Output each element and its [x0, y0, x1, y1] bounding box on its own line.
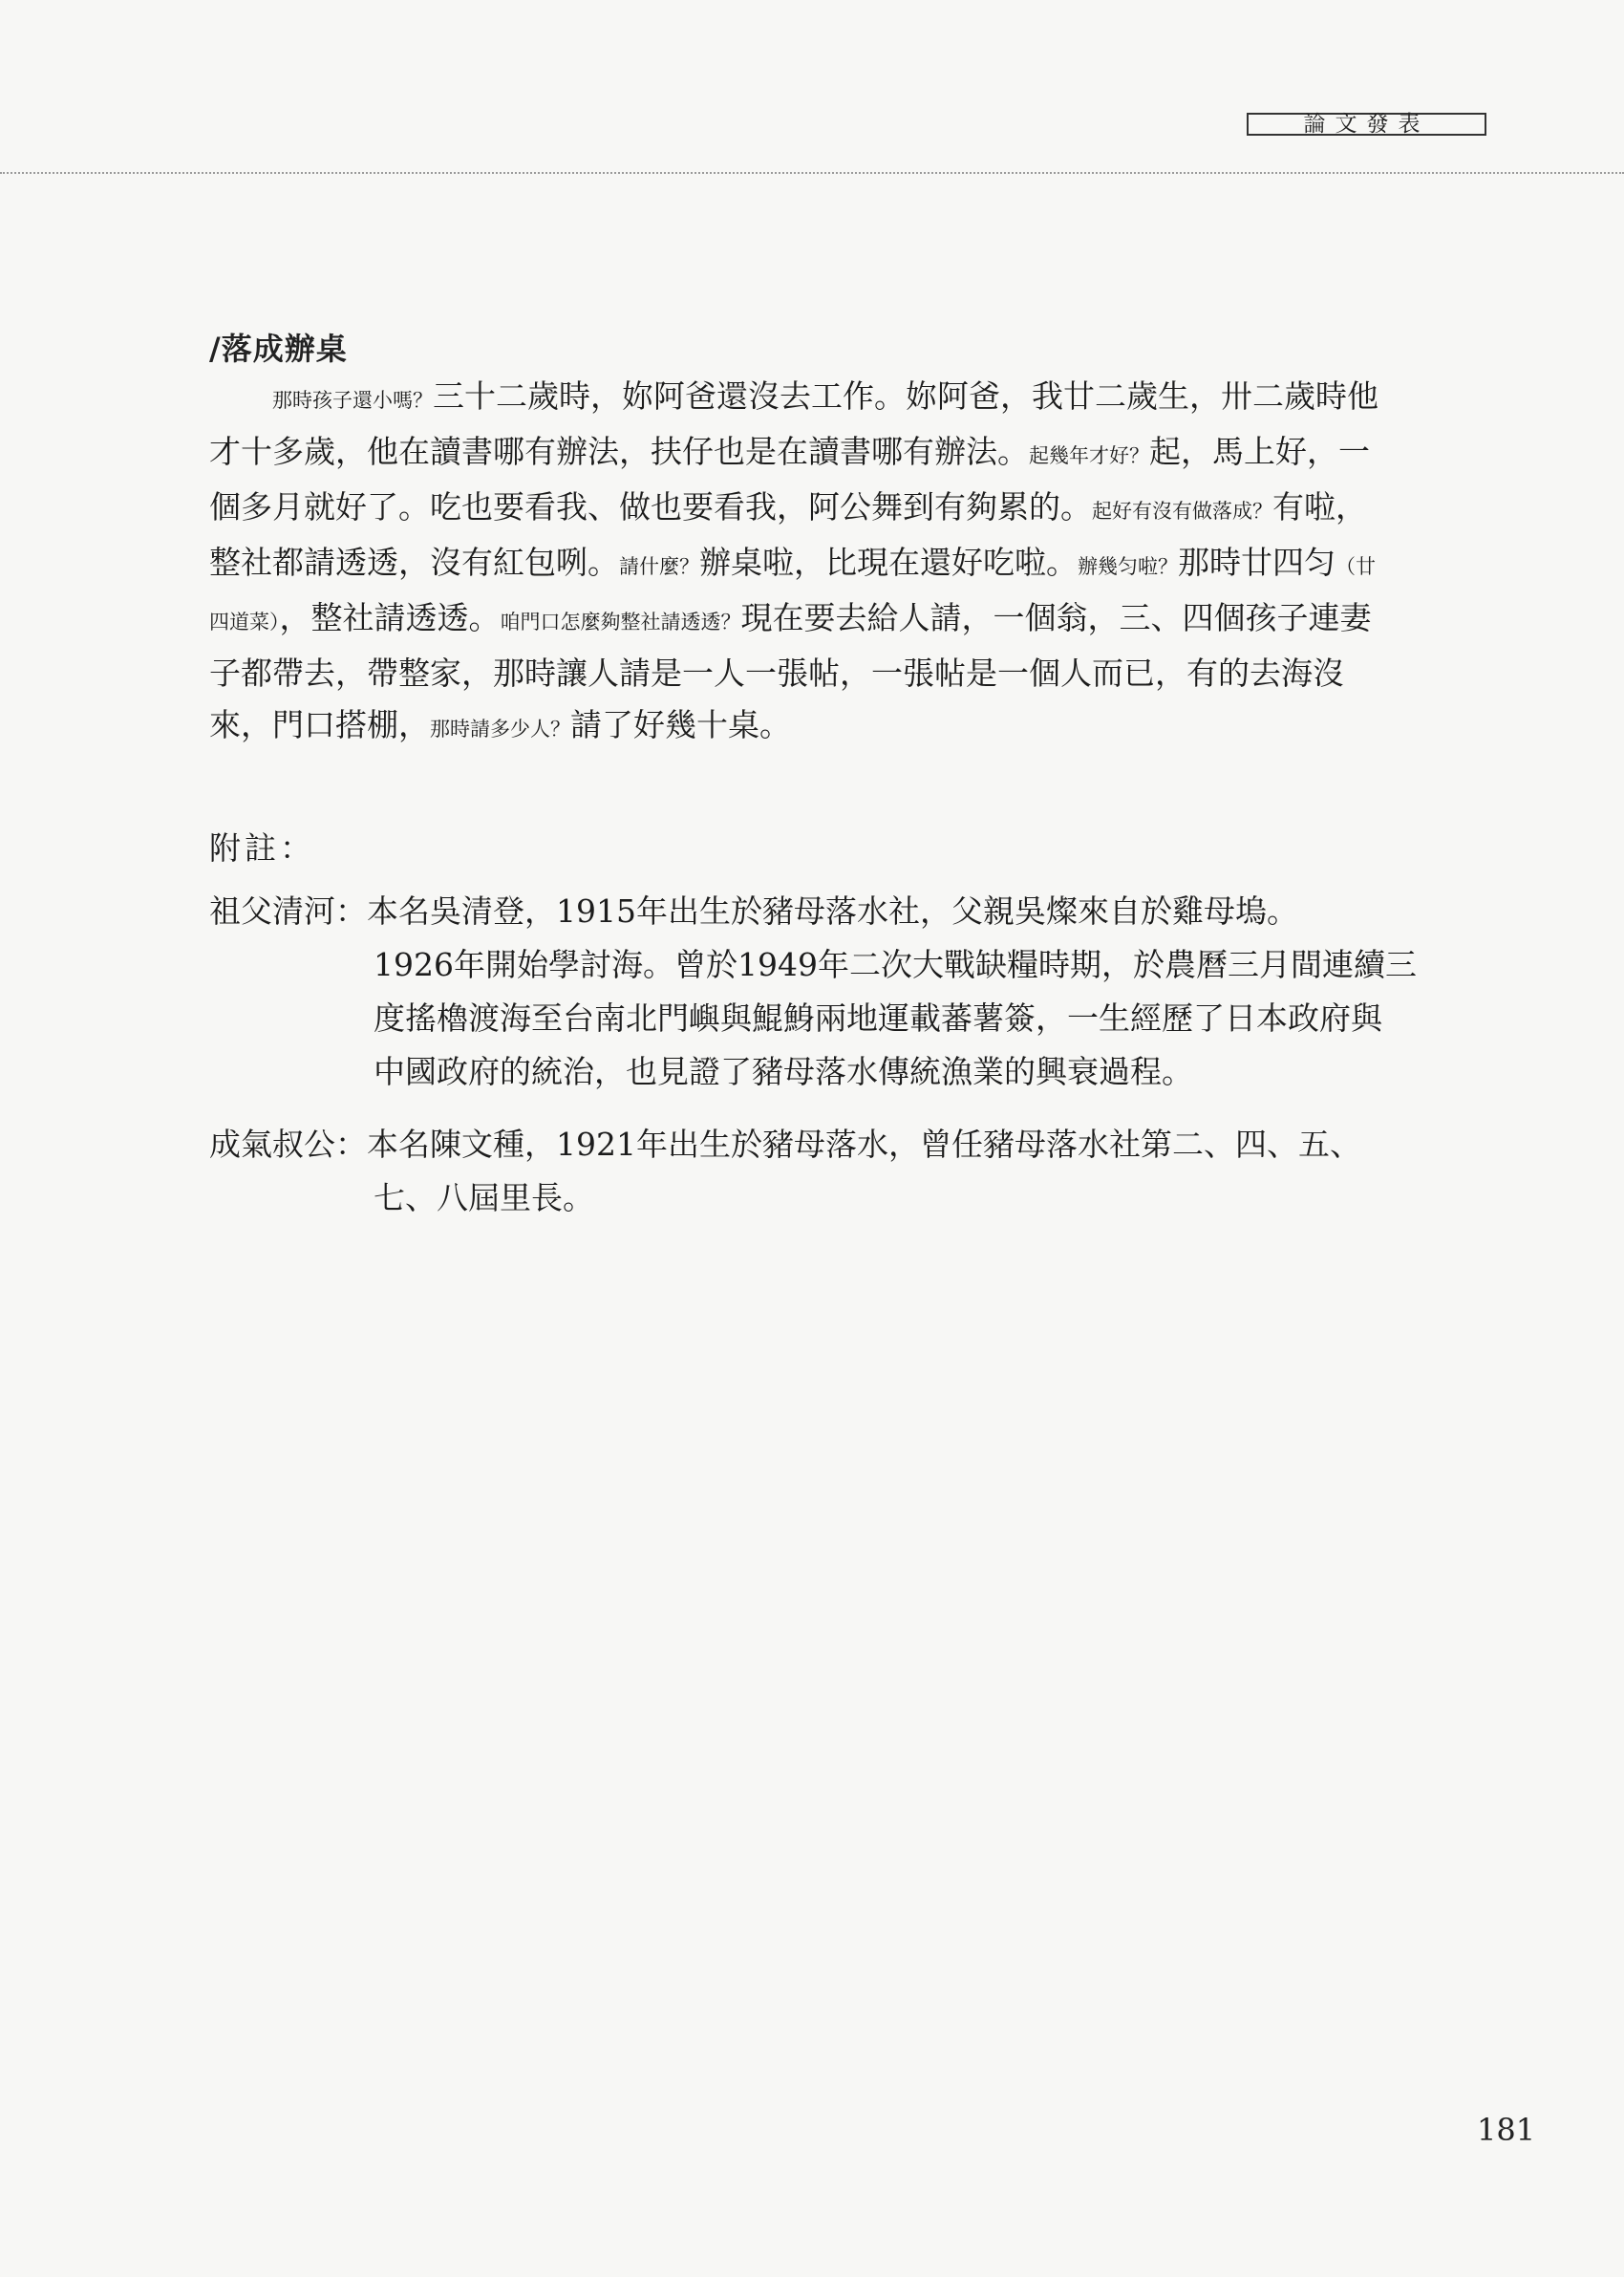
speaker-text: 請了好幾十桌。 [570, 706, 791, 743]
notes-heading: 附註： [209, 829, 315, 867]
note-grandfather [209, 885, 1422, 1099]
note-line: 七、八屆里長。 [374, 1179, 594, 1216]
note-line: 中國政府的統治，也見證了豬母落水傳統漁業的興衰過程。 [374, 1053, 1193, 1090]
interviewer-question: 起幾年才好？ [1029, 444, 1149, 467]
interviewer-question: 咱門口怎麼夠整社請透透？ [500, 611, 741, 634]
speaker-text: 三十二歲時，妳阿爸還沒去工作。妳阿爸，我廿二歲生，卅二歲時他 [433, 377, 1378, 415]
paragraph-line [209, 482, 1413, 537]
section-label: 論文發表 [1247, 113, 1486, 136]
paragraph-line [209, 426, 1413, 482]
interviewer-question: 那時請多少人？ [430, 718, 570, 741]
paragraph-line [209, 699, 1413, 755]
header-divider [0, 172, 1624, 174]
speaker-text: 現在要去給人請，一個翁，三、四個孩子連妻 [740, 599, 1372, 636]
interviewer-question: 辦幾匀啦？ [1078, 555, 1178, 578]
speaker-text: 整社都請透透，沒有紅包咧。 [209, 544, 619, 581]
section-title: /落成辦桌 [209, 331, 348, 367]
speaker-text: 那時廿四匀 [1178, 544, 1336, 581]
speaker-text: 來，門口搭棚， [209, 706, 430, 743]
speaker-text: 辦桌啦，比現在還好吃啦。 [699, 544, 1078, 581]
speaker-text: ，整社請透透。 [279, 599, 501, 636]
note-line: 1926年開始學討海。曾於1949年二次大戰缺糧時期，於農曆三月間連續三 [374, 946, 1417, 983]
interview-paragraph [209, 371, 1413, 755]
speaker-text: 有啦， [1272, 488, 1367, 526]
page-number: 181 [1477, 2112, 1536, 2148]
speaker-text: 子都帶去，帶整家，那時讓人請是一人一張帖，一張帖是一個人而已，有的去海沒 [209, 655, 1344, 692]
speaker-text: 起，馬上好，一 [1149, 433, 1370, 470]
note-line: 成氣叔公：本名陳文種，1921年出生於豬母落水，曾任豬母落水社第二、四、五、 [209, 1126, 1361, 1163]
speaker-text: 才十多歲，他在讀書哪有辦法，扶仔也是在讀書哪有辦法。 [209, 433, 1029, 470]
interviewer-question: 請什麼？ [619, 555, 699, 578]
note-granduncle [209, 1118, 1422, 1225]
paragraph-line [209, 592, 1413, 648]
paragraph-line [209, 537, 1413, 592]
interviewer-question: 四道菜） [209, 611, 280, 634]
interviewer-question: 起好有沒有做落成？ [1092, 500, 1272, 523]
interviewer-question: （廿 [1336, 555, 1376, 578]
interviewer-question: 那時孩子還小嗎？ [272, 389, 433, 412]
paragraph-line [209, 648, 1413, 699]
speaker-text: 個多月就好了。吃也要看我、做也要看我，阿公舞到有夠累的。 [209, 488, 1092, 526]
note-line: 祖父清河：本名吳清登，1915年出生於豬母落水社，父親吳燦來自於雞母塢。 [209, 892, 1298, 930]
paragraph-line [209, 371, 1413, 426]
note-line: 度搖櫓渡海至台南北門嶼與鯤鯓兩地運載蕃薯簽，一生經歷了日本政府與 [374, 999, 1382, 1037]
